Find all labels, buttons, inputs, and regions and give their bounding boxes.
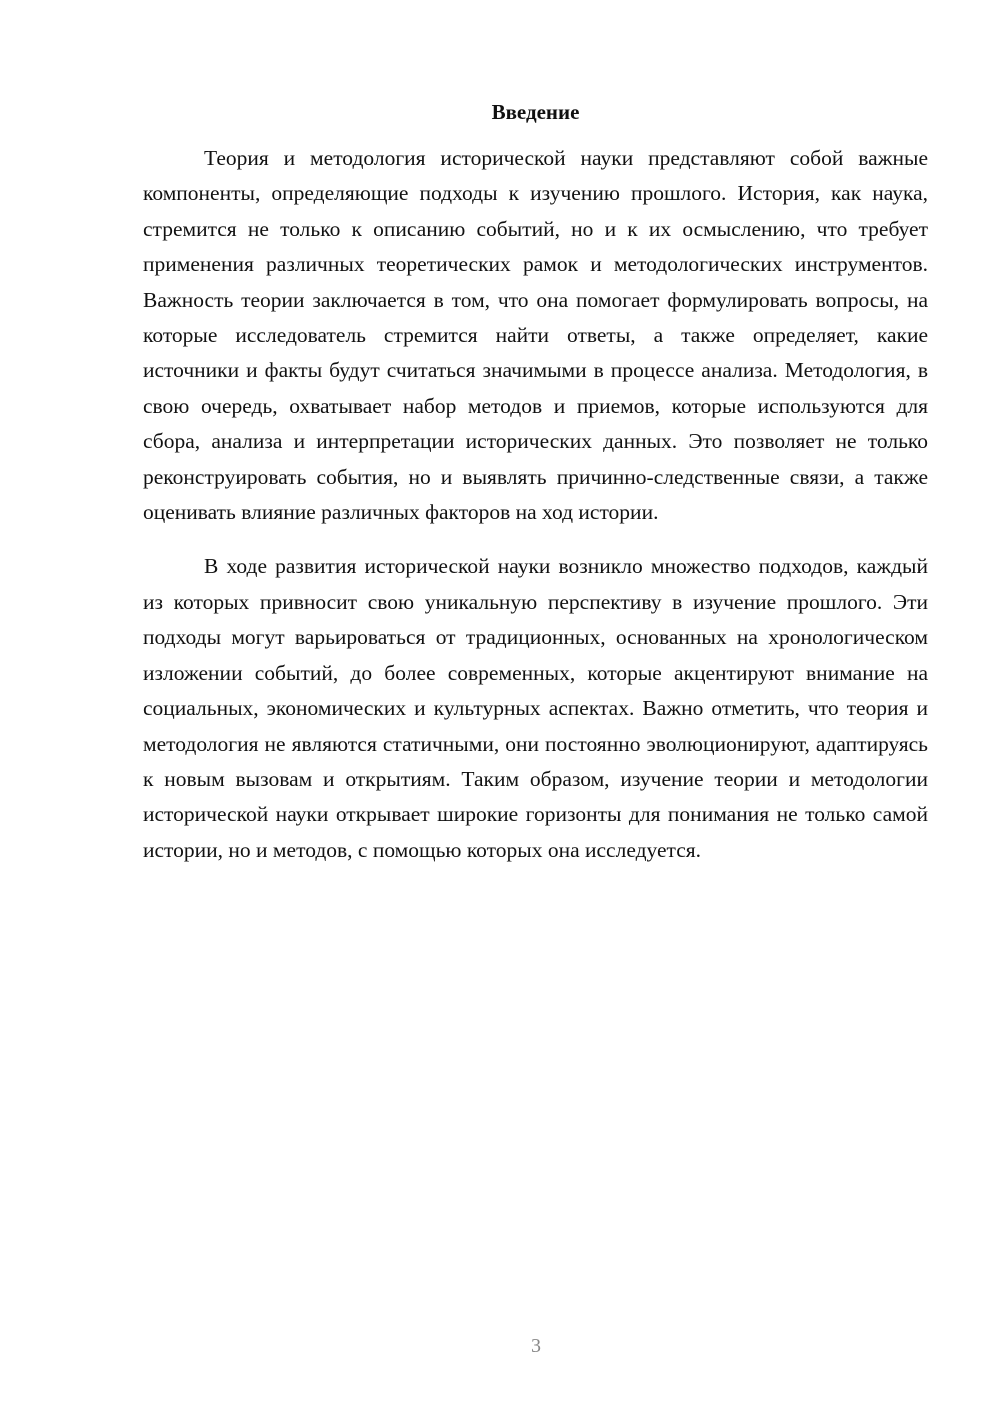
page-number: 3: [531, 1335, 541, 1357]
paragraph-1: Теория и методология исторической науки представляют собой важные компоненты, определяющие подходы к изучению прошлого. История, как наука, стремится не только к описанию событий, но и к их осмыслению, что требует применения различных теоретических рамок и методологических инструментов. Важность теории заключается в том, что она помогает формулировать вопросы, на которые исследователь стремится найти ответы, а также определяет, какие источники и факты будут считаться значимыми в процессе анализа. Методология, в свою очередь, охватывает набор методов и приемов, которые используются для сбора, анализа и интерпретации исторических данных. Это позволяет не только реконструировать события, но и выявлять причинно-следственные связи, а также оценивать влияние различных факторов на ход истории.: [143, 146, 928, 525]
paragraph-2: В ходе развития исторической науки возникло множество подходов, каждый из которых привносит свою уникальную перспективу в изучение прошлого. Эти подходы могут варьироваться от традиционных, основанных на хронологическом изложении событий, до более современных, которые акцентируют внимание на социальных, экономических и культурных аспектах. Важно отметить, что теория и методология не являются статичными, они постоянно эволюционируют, адаптируясь к новым вызовам и открытиям. Таким образом, изучение теории и методологии исторической науки открывает широкие горизонты для понимания не только самой истории, но и методов, с помощью которых она исследуется.: [143, 554, 928, 862]
section-heading: Введение: [491, 100, 580, 124]
page-content: [143, 98, 928, 868]
